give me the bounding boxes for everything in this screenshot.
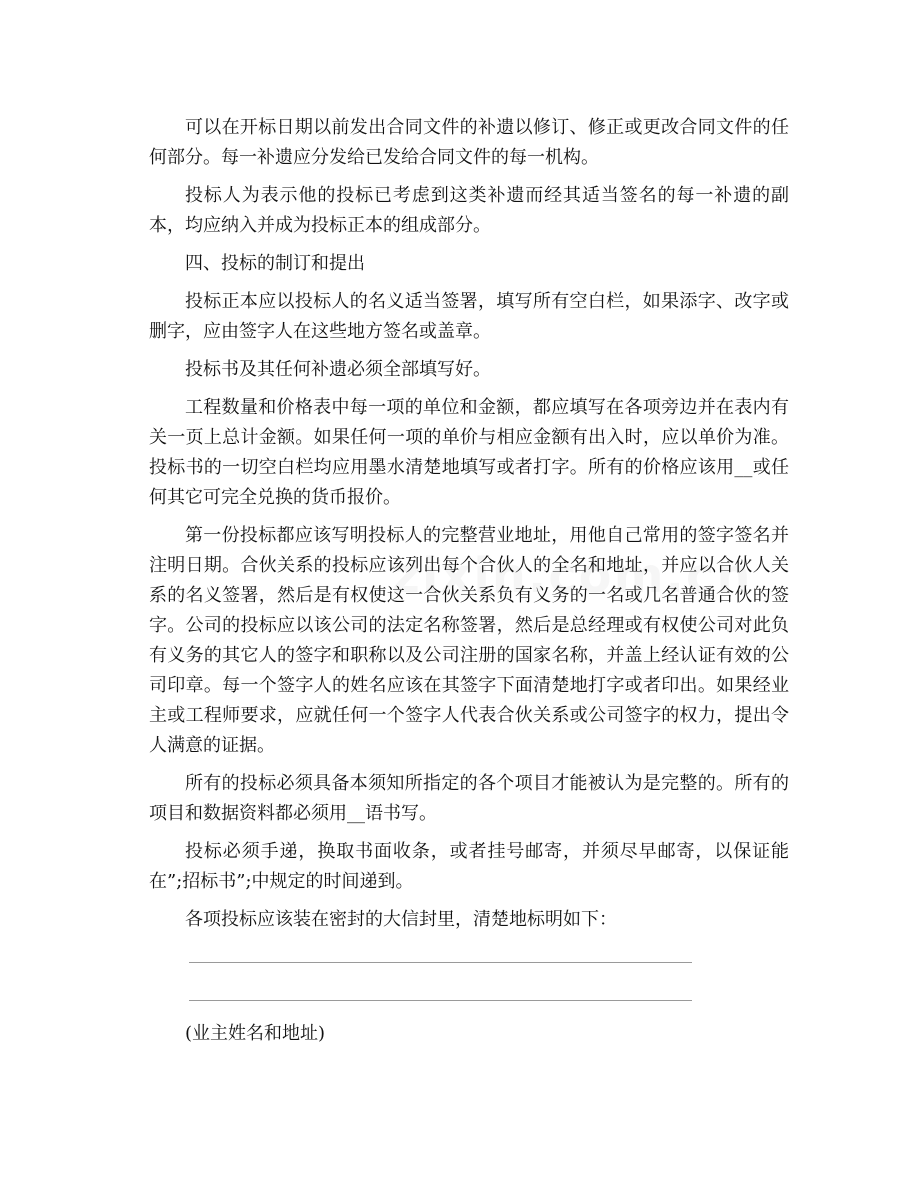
- owner-address-label: (业主姓名和地址): [185, 1023, 326, 1044]
- paragraph-signatures: 第一份投标都应该写明投标人的完整营业地址，用他自己常用的签字签名并注明日期。合伙关系的投标应该列出每个合伙人的全名和地址，并应以合伙人关系的名义签署，然后是有权使这一合伙关系负有义务的一名或几名普通合伙的签字。公司的投标应以该公司的法定名称签署，然后是总经理或有权使公司对此负有义务的其它人的签字和职称以及公司注册的国家名称，并盖上经认证有效的公司印章。每一个签字人的姓名应该在其签字下面清楚地打字或者印出。如果经业主或工程师要求，应就任何一个签字人代表合伙关系或公司签字的权力，提出令人满意的证据。: [149, 525, 789, 756]
- blank-line-row-2: [149, 981, 789, 1019]
- blank-line: [189, 1000, 692, 1001]
- paragraph-delivery: 投标必须手递，换取书面收条，或者挂号邮寄，并须尽早邮寄，以保证能在”;招标书”;中规定的时间递到。: [149, 841, 789, 892]
- paragraph-price-table: 工程数量和价格表中每一项的单位和金额，都应填写在各项旁边并在表内有关一页上总计金额。如果任何一项的单价与相应金额有出入时，应以单价为准。投标书的一切空白栏均应用墨水清楚地填写或者打字。所有的价格应该用__或任何其它可完全兑换的货币报价。: [149, 397, 789, 508]
- blank-line-row-1: [149, 943, 789, 981]
- blank-line: [189, 962, 692, 963]
- paragraph-complete-addenda: 投标书及其任何补遗必须全部填写好。: [185, 359, 491, 380]
- section-heading: 四、投标的制订和提出: [185, 253, 365, 274]
- document-body: [149, 113, 789, 1049]
- paragraph-addenda-copies: 投标人为表示他的投标已考虑到这类补遗而经其适当签名的每一补遗的副本，均应纳入并成为投标正本的组成部分。: [149, 185, 789, 236]
- paragraph-envelope: 各项投标应该装在密封的大信封里，清楚地标明如下：: [185, 909, 617, 930]
- paragraph-completeness: 所有的投标必须具备本须知所指定的各个项目才能被认为是完整的。所有的项目和数据资料都必须用__语书写。: [149, 773, 789, 824]
- paragraph-signing: 投标正本应以投标人的名义适当签署，填写所有空白栏，如果添字、改字或删字，应由签字人在这些地方签名或盖章。: [149, 291, 789, 342]
- paragraph-addenda: 可以在开标日期以前发出合同文件的补遗以修订、修正或更改合同文件的任何部分。每一补遗应分发给已发给合同文件的每一机构。: [149, 117, 789, 168]
